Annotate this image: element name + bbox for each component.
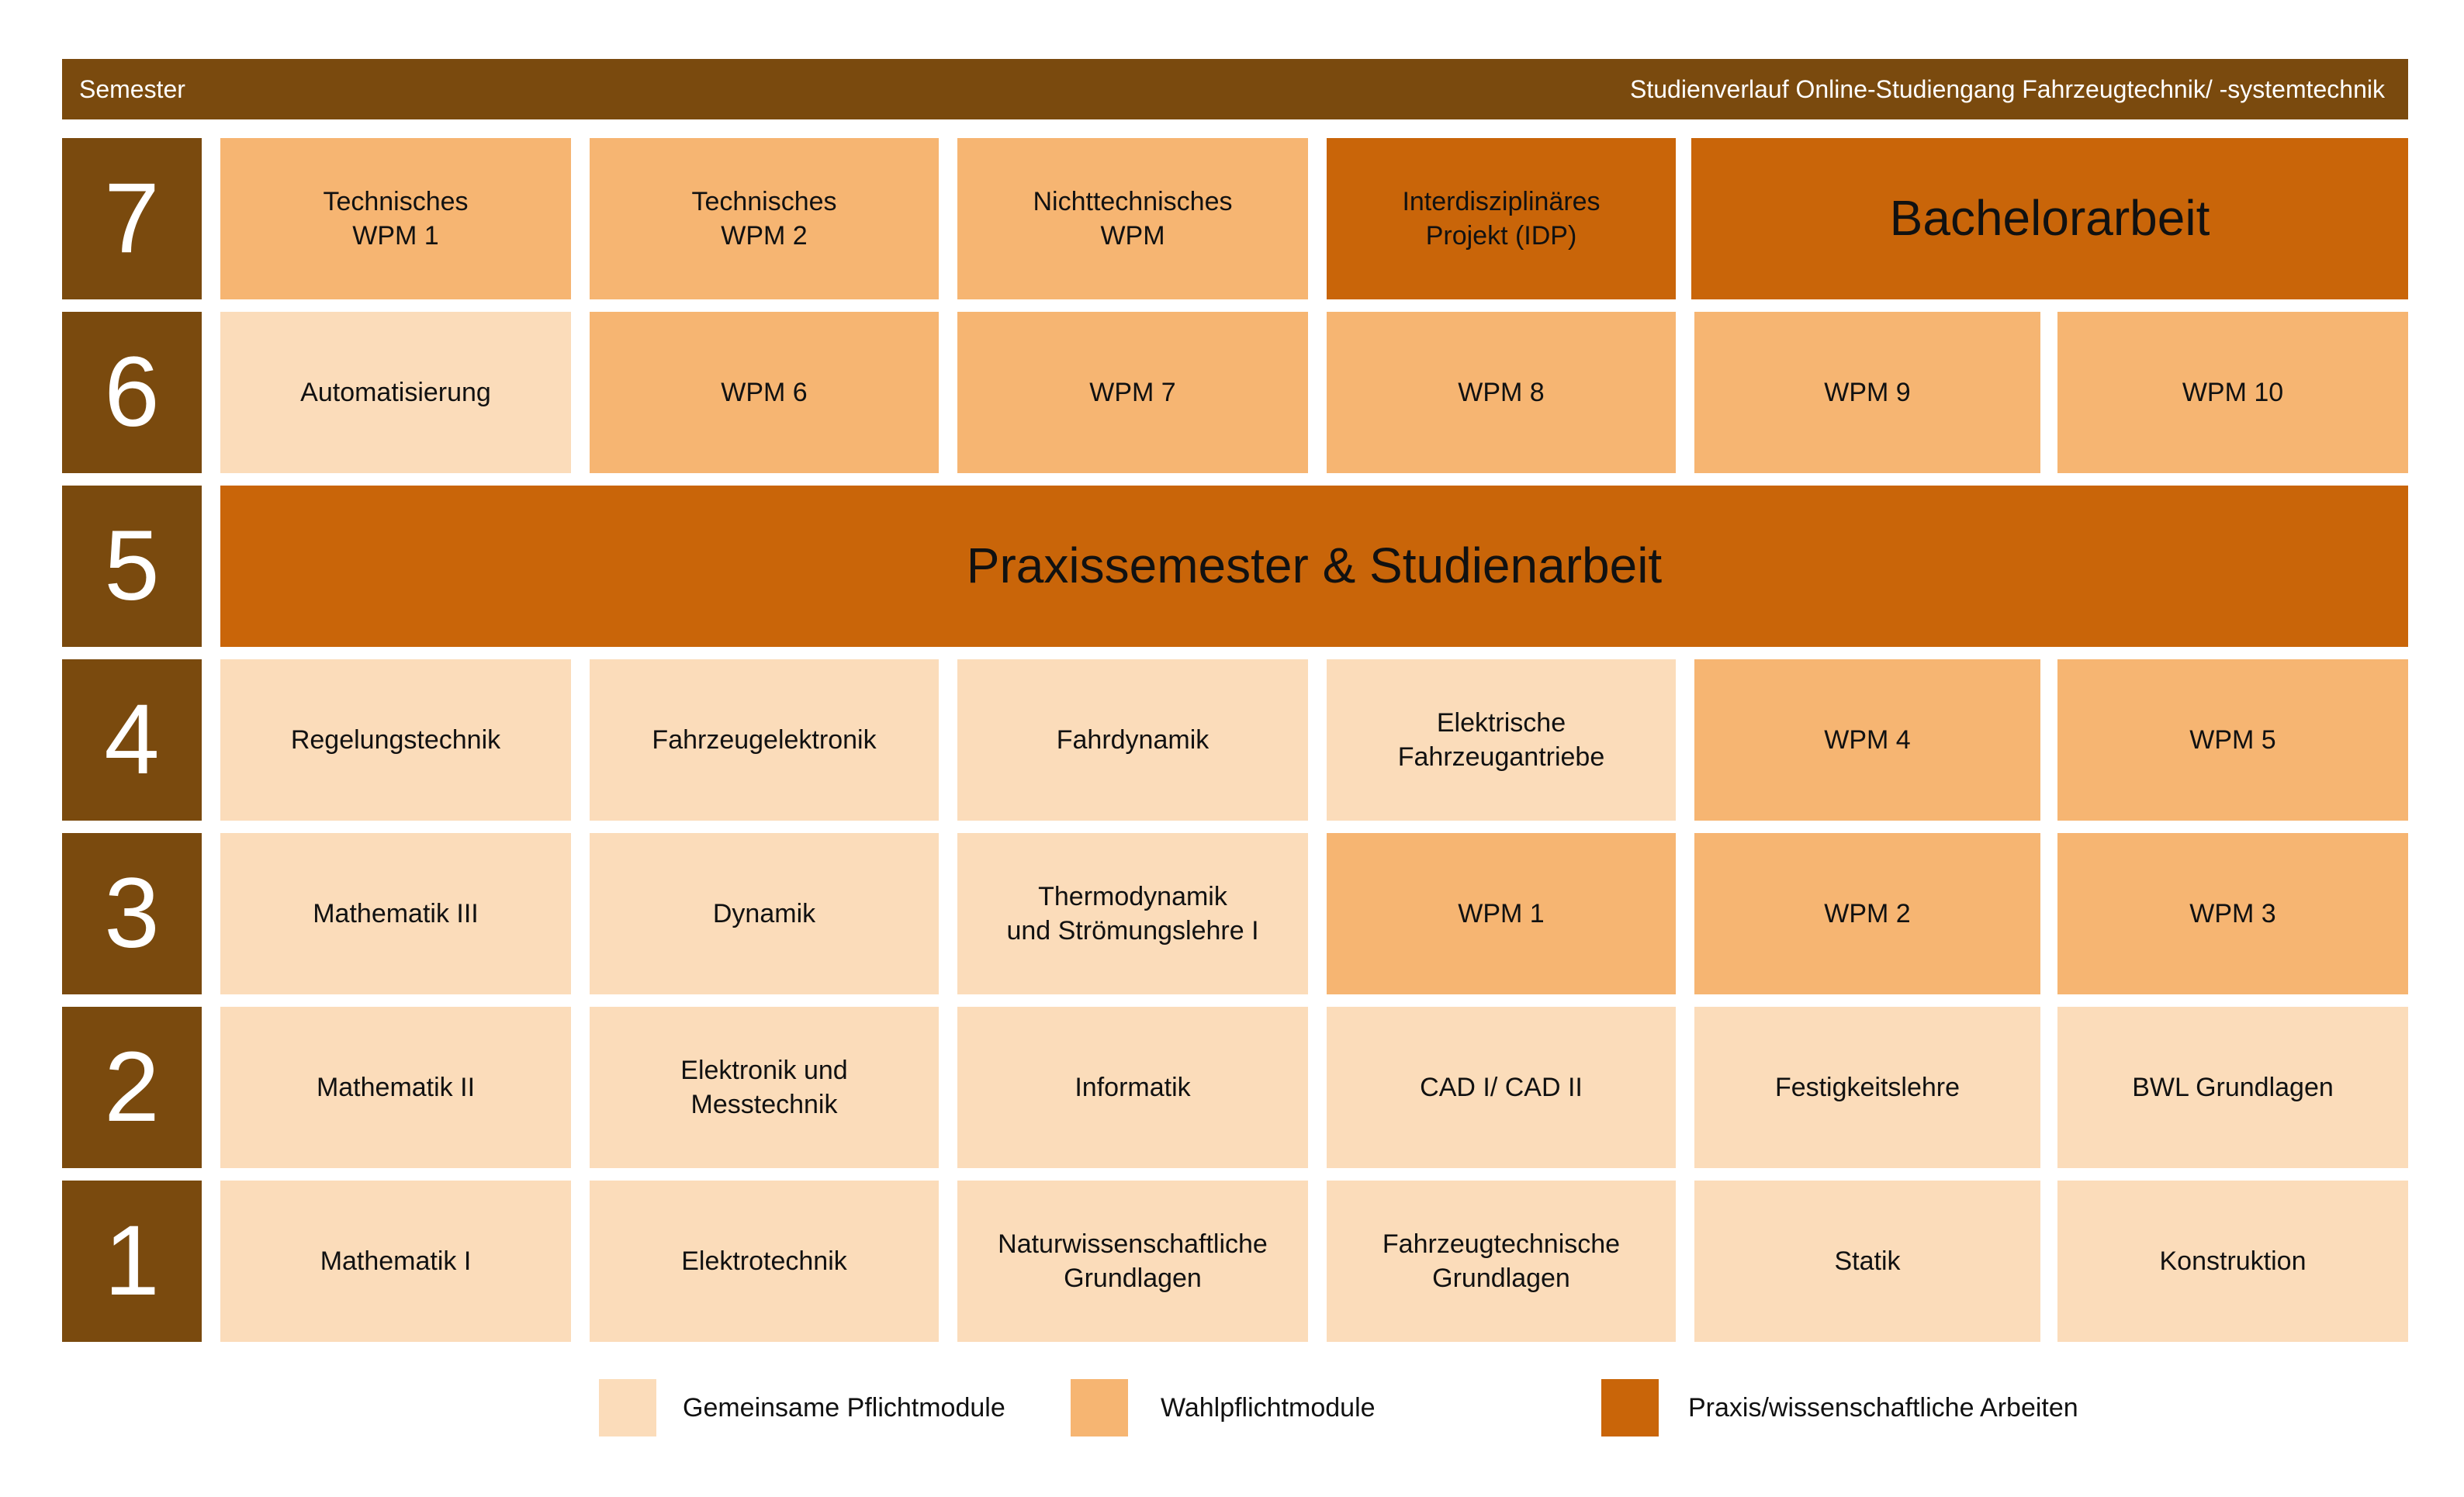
module-cell: WPM 1 — [1327, 833, 1676, 994]
module-cell: Elektrische Fahrzeugantriebe — [1327, 659, 1676, 821]
module-cell: WPM 7 — [957, 312, 1308, 473]
module-cell: Fahrzeugtechnische Grundlagen — [1327, 1181, 1676, 1342]
semester-number-2: 2 — [62, 1007, 202, 1168]
module-cell: Fahrdynamik — [957, 659, 1308, 821]
module-cell: Thermodynamik und Strömungslehre I — [957, 833, 1308, 994]
module-cell: WPM 3 — [2057, 833, 2408, 994]
module-cell: Bachelorarbeit — [1691, 138, 2408, 299]
module-cell: WPM 9 — [1694, 312, 2040, 473]
module-cell: WPM 2 — [1694, 833, 2040, 994]
semester-number-1: 1 — [62, 1181, 202, 1342]
module-cell: Technisches WPM 1 — [220, 138, 571, 299]
module-cell: Nichttechnisches WPM — [957, 138, 1308, 299]
semester-number-5: 5 — [62, 486, 202, 647]
module-cell: Mathematik III — [220, 833, 571, 994]
module-cell: WPM 10 — [2057, 312, 2408, 473]
legend-label-praxis: Praxis/wissenschaftliche Arbeiten — [1688, 1392, 2078, 1423]
legend-swatch-praxis — [1601, 1379, 1659, 1436]
module-cell: WPM 6 — [590, 312, 939, 473]
semester-number-3: 3 — [62, 833, 202, 994]
legend — [0, 1379, 2464, 1436]
legend-label-pflicht: Gemeinsame Pflichtmodule — [683, 1392, 1005, 1423]
module-cell: Technisches WPM 2 — [590, 138, 939, 299]
module-cell: Mathematik II — [220, 1007, 571, 1168]
legend-swatch-pflicht — [599, 1379, 656, 1436]
module-cell: Informatik — [957, 1007, 1308, 1168]
legend-swatch-wahlpflicht — [1071, 1379, 1128, 1436]
module-cell: Interdisziplinäres Projekt (IDP) — [1327, 138, 1676, 299]
header-bar — [62, 59, 2408, 119]
module-cell: Elektrotechnik — [590, 1181, 939, 1342]
module-cell: Dynamik — [590, 833, 939, 994]
module-cell: WPM 4 — [1694, 659, 2040, 821]
module-cell: Automatisierung — [220, 312, 571, 473]
module-cell: BWL Grundlagen — [2057, 1007, 2408, 1168]
legend-label-wahlpflicht: Wahlpflichtmodule — [1161, 1392, 1376, 1423]
module-cell: Konstruktion — [2057, 1181, 2408, 1342]
semester-number-7: 7 — [62, 138, 202, 299]
module-cell: Elektronik und Messtechnik — [590, 1007, 939, 1168]
semester-label: Semester — [79, 74, 185, 103]
module-cell: CAD I/ CAD II — [1327, 1007, 1676, 1168]
module-cell: Naturwissenschaftliche Grundlagen — [957, 1181, 1308, 1342]
module-cell: Praxissemester & Studienarbeit — [220, 486, 2408, 647]
semester-number-4: 4 — [62, 659, 202, 821]
module-cell: WPM 8 — [1327, 312, 1676, 473]
semester-number-6: 6 — [62, 312, 202, 473]
module-cell: Mathematik I — [220, 1181, 571, 1342]
module-cell: WPM 5 — [2057, 659, 2408, 821]
module-cell: Statik — [1694, 1181, 2040, 1342]
module-cell: Regelungstechnik — [220, 659, 571, 821]
module-cell: Fahrzeugelektronik — [590, 659, 939, 821]
page-title: Studienverlauf Online-Studiengang Fahrzeugtechnik/ -systemtechnik — [1630, 74, 2385, 103]
module-cell: Festigkeitslehre — [1694, 1007, 2040, 1168]
